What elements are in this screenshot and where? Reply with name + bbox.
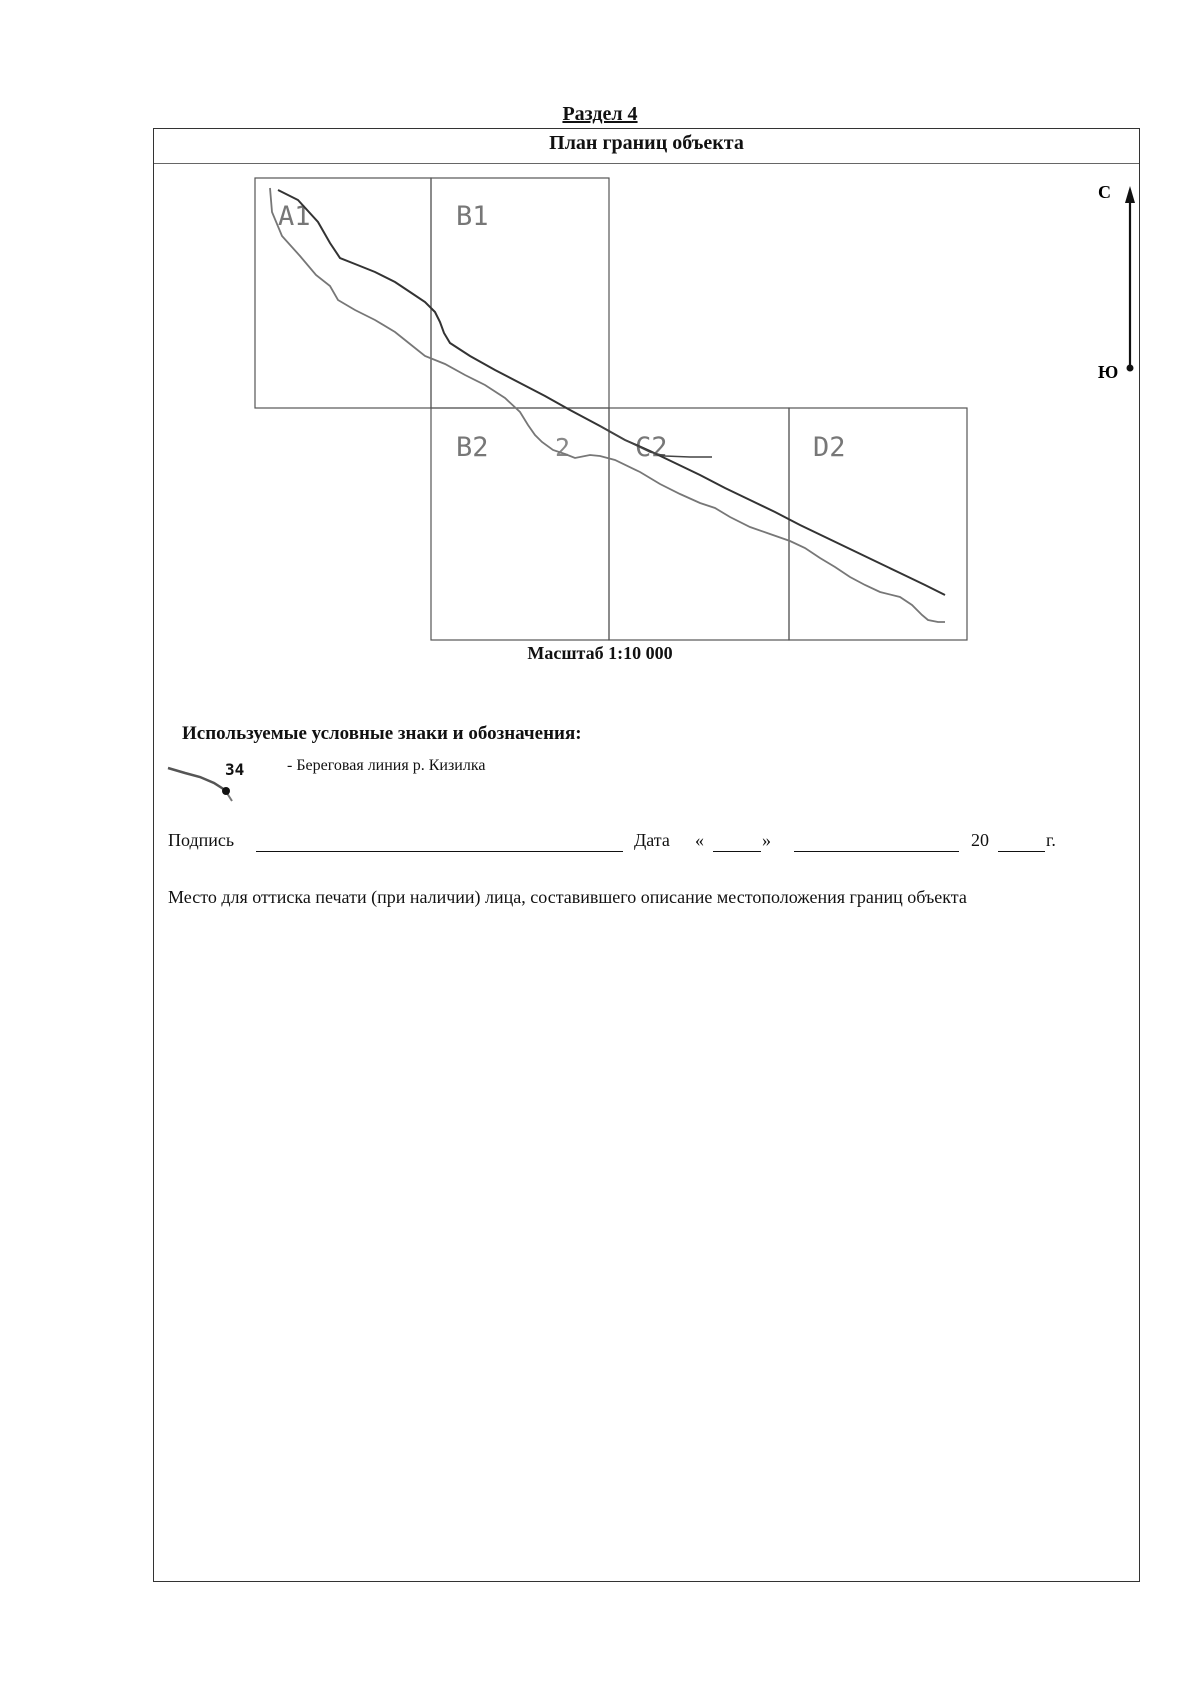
- date-year-field[interactable]: [998, 851, 1045, 852]
- legend-heading: Используемые условные знаки и обозначения:: [182, 723, 582, 744]
- year-suffix: г.: [1046, 830, 1056, 850]
- compass-north-label: С: [1098, 182, 1111, 202]
- stamp-note: Место для оттиска печати (при наличии) лица, составившего описание местоположения границ объекта: [168, 887, 967, 907]
- legend-symbol-number: 34: [225, 760, 245, 779]
- shoreline-upper: [278, 190, 945, 595]
- sheet-label-d2: D2: [813, 432, 846, 463]
- date-label: Дата: [634, 830, 670, 850]
- sheet-label-c2: C2: [635, 432, 668, 463]
- year-prefix: 20: [971, 830, 989, 850]
- legend-shoreline-symbol: [168, 768, 232, 801]
- plan-title: План границ объекта: [549, 132, 744, 154]
- shoreline-lower: [270, 188, 945, 622]
- section-title: Раздел 4: [562, 103, 638, 125]
- date-month-field[interactable]: [794, 851, 959, 852]
- sheet-label-b2: B2: [456, 432, 489, 463]
- signature-label: Подпись: [168, 830, 235, 850]
- date-quote-open: «: [695, 830, 704, 850]
- sheet-label-a1: A1: [278, 201, 311, 232]
- map-scale: Масштаб 1:10 000: [527, 643, 673, 663]
- legend-shoreline-label: - Береговая линия р. Кизилка: [287, 757, 486, 774]
- compass-south-label: Ю: [1098, 362, 1119, 382]
- date-quote-close: »: [762, 830, 771, 850]
- date-day-field[interactable]: [713, 851, 761, 852]
- sheet-label-b1: B1: [456, 201, 489, 232]
- point-label: 2: [555, 433, 571, 462]
- signature-field[interactable]: [256, 851, 623, 852]
- north-arrow: [1125, 186, 1135, 372]
